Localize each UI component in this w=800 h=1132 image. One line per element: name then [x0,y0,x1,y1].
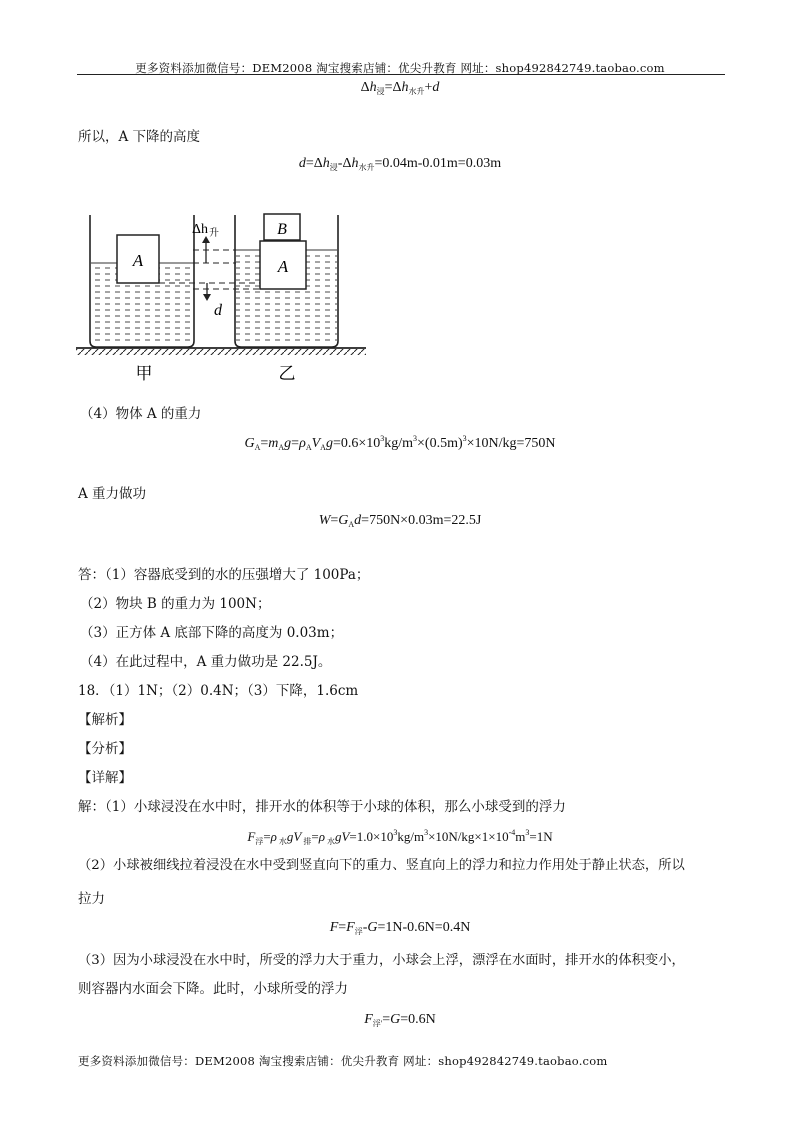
caption-yi: 乙 [278,364,296,384]
equation-weight-a: $G_A=m_Ag=\rho_AV_Ag=0.6\times 10^3kg/m^3\times(0.5m)^3\times 10N/kg=750N$ [244,434,556,452]
d-arrowhead [203,294,211,301]
label-b: B [277,221,287,238]
ground-hatch [76,349,366,355]
tag-jiexi: 【解析】 [78,712,132,728]
answer-4: （4）在此过程中，A 重力做功是 22.5J。 [80,654,332,670]
answer-2: （2）物块 B 的重力为 100N； [80,596,271,612]
text-gravity-work: A 重力做功 [78,486,147,502]
tag-fenxi: 【分析】 [78,741,132,757]
equation-delta-h: $\Delta h_浸=\Delta h_{水升}+d$ [360,80,440,96]
tag-xiangjie: 【详解】 [78,770,132,786]
label-d: d [214,302,222,319]
text-so-height: 所以，A 下降的高度 [78,129,201,145]
page-header: 更多资料添加微信号：DEM2008 淘宝搜索店铺：优尖升教育 网址：shop492842749.taobao.com [135,61,665,75]
beaker-figure [74,205,374,385]
equation-tension: $F=F_浮-G=1N-0.6N=0.4N$ [329,920,471,936]
solution-3-line-2: 则容器内水面会下降。此时，小球所受的浮力 [78,981,348,997]
q4-title: （4）物体 A 的重力 [80,406,202,422]
answer-1: 答：（1）容器底受到的水的压强增大了 100Pa； [78,567,370,583]
equation-work: $W=G_Ad=750N\times 0.03m=22.5J$ [318,513,482,529]
equation-d: $d=\Delta h_浸-\Delta h_{水升}=0.04m-0.01m=0.03m$ [298,156,502,172]
label-a-left: A [132,251,144,270]
solution-2-line-1: （2）小球被细线拉着浸没在水中受到竖直向下的重力、竖直向上的浮力和拉力作用处于静止状态，所以 [78,858,685,873]
answer-3: （3）正方体 A 底部下降的高度为 0.03m； [80,625,344,641]
equation-float-buoyancy: $F_{浮'}=G=0.6N$ [364,1012,436,1028]
label-a-right: A [277,257,289,276]
label-delta-h: $\Delta h_升$ [192,222,220,239]
solution-3-line-1: （3）因为小球浸没在水中时，所受的浮力大于重力，小球会上浮，漂浮在水面时，排开水的体积变小， [78,953,685,968]
solution-1: 解：（1）小球浸没在水中时，排开水的体积等于小球的体积，那么小球受到的浮力 [78,799,566,815]
page-footer: 更多资料添加微信号：DEM2008 淘宝搜索店铺：优尖升教育 网址：shop492842749.taobao.com [78,1054,608,1068]
header-rule [77,74,725,75]
solution-2-line-2: 拉力 [78,891,105,907]
equation-buoyancy: $F_浮=\rho$ $_水$gV $_排$=ρ $_水gV=1.0\times 10^3kg/m^3\times 10N/kg\times 1\times 10^{-4}m^3=1N$ [247,828,553,846]
q18-answer: 18．（1）1N；（2）0.4N；（3）下降，1.6cm [78,683,359,699]
caption-jia: 甲 [135,364,153,384]
